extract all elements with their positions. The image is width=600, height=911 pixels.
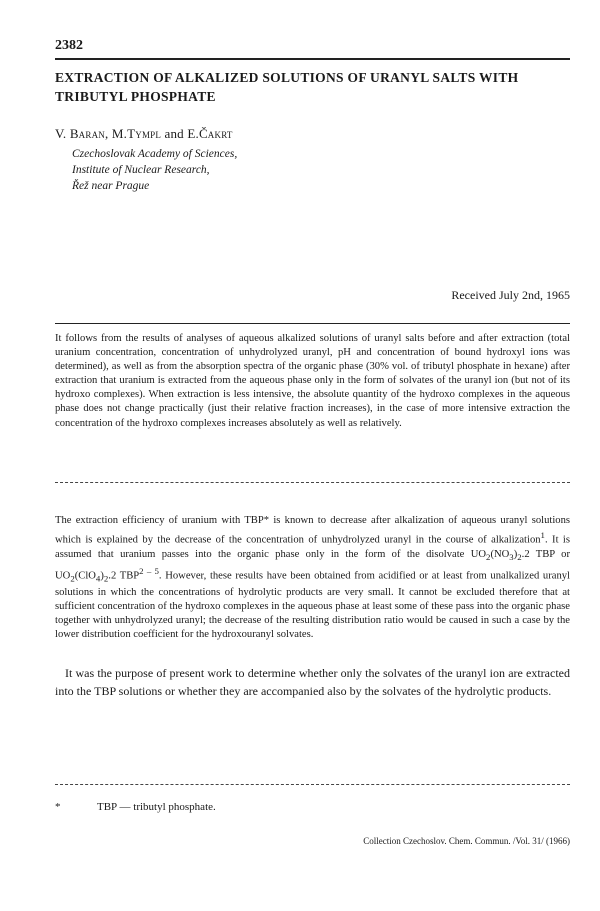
affiliation-line: Institute of Nuclear Research, [72, 164, 210, 176]
author-separator: , M. [105, 126, 128, 141]
text-run: ) [513, 548, 518, 560]
text-run: ) [100, 570, 104, 582]
text-run: (ClO [74, 570, 96, 582]
affiliation-line: Czechoslovak Academy of Sciences, [72, 148, 238, 160]
text-run: .2 TBP [108, 570, 140, 582]
author-name: Čakrt [198, 126, 233, 141]
abstract-bottom-rule [55, 482, 570, 483]
reference-mark: 2 – 5 [139, 565, 159, 576]
header-rule [55, 58, 570, 60]
text-run: .2 TBP or UO [55, 548, 570, 582]
footnote [55, 801, 216, 813]
text-run: . However, these results have been obtained from acidified or at least from unalkalized uranyl solutions in which the concentrations of hydrolytic products are very small. It cannot be excluded therefore that at sufficient concentration of the hydroxo complexes in the aqueous phase at least some of these pass into the organic phase together with unhydrolyzed uranyl; the decrease of the resulting distribution ratio would be caused in such a case by the lower distribution coefficient for the hydroxouranyl solvates. [55, 570, 570, 640]
author-name: Tympl [127, 126, 162, 141]
text-run: The extraction efficiency of uranium with TBP* is known to decrease after alkalization of aqueous uranyl solutions which is explained by the decrease of the concentration of unhydrolyzed uranyl in the course of alkalization [55, 515, 570, 546]
footnote-mark: * [55, 801, 61, 813]
reference-mark: 1 [540, 530, 545, 541]
subscript: 4 [95, 573, 101, 584]
footnote-rule [55, 784, 570, 785]
subscript: 2 [103, 573, 109, 584]
article-title: EXTRACTION OF ALKALIZED SOLUTIONS OF URANYL SALTS WITH TRIBUTYL PHOSPHATE [55, 70, 519, 104]
body-paragraph-1 [55, 514, 570, 642]
page-number: 2382 [55, 38, 83, 53]
affiliation-line: Řež near Prague [72, 180, 150, 192]
text-run: . It is assumed that uranium passes into the organic phase only in the form of the disolvate UO [55, 534, 571, 560]
subscript: 2 [517, 551, 522, 562]
subscript: 3 [509, 551, 514, 562]
text-run: (NO [490, 548, 510, 560]
author-list [55, 126, 233, 142]
subscript: 2 [70, 573, 75, 584]
subscript: 2 [486, 551, 491, 562]
abstract-top-rule [55, 323, 570, 324]
author-initial: V. [55, 126, 70, 141]
journal-citation: Collection Czechoslov. Chem. Commun. /Vol. 31/ (1966) [363, 836, 570, 846]
abstract-text: It follows from the results of analyses of aqueous alkalized solutions of uranyl salts before and after extraction (total uranium concentration, concentration of unhydrolyzed uranyl, pH and concentration of bound hydroxyl ions was determined), as well as from the absorption spectra of the organic phase (30% vol. of tributyl phosphate in hexane) after extraction that uranium is extracted from the aqueous phase only in the form of solvates of the uranyl ion (but not of its hydroxo complexes). When extraction is less intensive, the absolute quantity of the hydroxo complexes in the aqueous phase does not change practically (just their relative fraction increases), in the case of more intensive extraction the concentration of the hydroxo complexes increases absolutely as well as relatively. [55, 333, 570, 429]
body-paragraph-2: It was the purpose of present work to determine whether only the solvates of the uranyl ion are extracted into the TBP solutions or whether they are accompanied also by the solvates of the hydrolytic products. [55, 666, 570, 698]
footnote-text: TBP — tributyl phosphate. [97, 801, 216, 813]
received-date: Received July 2nd, 1965 [451, 288, 570, 302]
author-separator: and E. [161, 126, 199, 141]
affiliation [72, 146, 237, 194]
author-name: Baran [69, 126, 105, 141]
